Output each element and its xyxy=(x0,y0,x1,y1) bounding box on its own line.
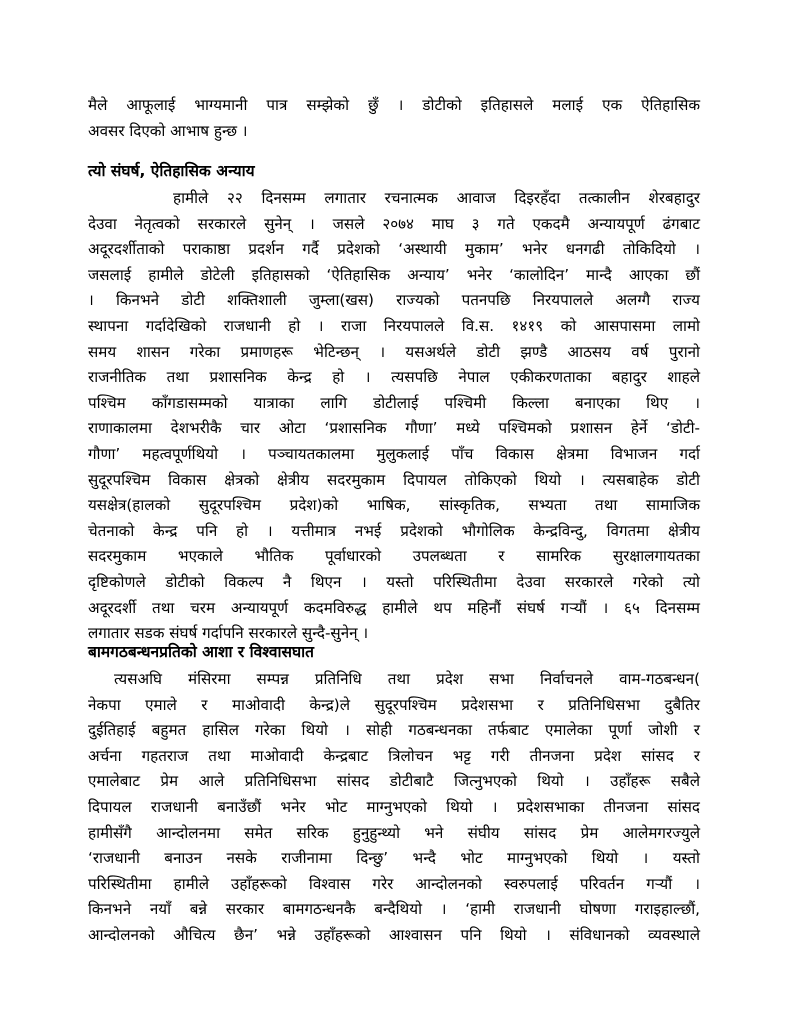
text-line: स्थापना गर्दादेखिको राजधानी हो । राजा निरयपालले वि.स. १४१९ को आसपासमा लामो xyxy=(88,316,700,335)
text-line: दिपायल राजधानी बनाउँछौं भनेर भोट माग्नुभएको थियो । प्रदेशसभाका तीनजना सांसद xyxy=(88,797,700,816)
text-line: जसलाई हामीले डोटेली इतिहासको ‘ऐतिहासिक अन्याय’ भनेर ‘कालोदिन’ मान्दै आएका छौं xyxy=(88,265,700,284)
section-paragraph xyxy=(88,186,700,647)
section-paragraph xyxy=(88,667,700,949)
text-line: त्यसअघि मंसिरमा सम्पन्न प्रतिनिधि तथा प्रदेश सभा निर्वाचनले वाम-गठबन्धन( xyxy=(114,670,700,688)
text-line: हामीसँगै आन्दोलनमा समेत सरिक हुनुहुन्थ्यो भने संघीय सांसद प्रेम आलेमगरज्युले xyxy=(88,823,700,842)
text-line: अवसर दिएको आभाष हुन्छ । xyxy=(88,121,248,140)
text-line: ‘राजधानी बनाउन नसके राजीनामा दिन्छु’ भन्दै भोट माग्नुभएको थियो । यस्तो xyxy=(88,849,700,868)
text-line: समय शासन गरेका प्रमाणहरू भेटिन्छन् । यसअर्थले डोटी झण्डै आठसय वर्ष पुरानो xyxy=(88,342,700,361)
text-line: हामीले २२ दिनसम्म लगातार रचनात्मक आवाज दिइरहँदा तत्कालीन शेरबहादुर xyxy=(173,189,700,207)
text-line: पश्चिम काँगडासम्मको यात्राका लागि डोटीलाई पश्चिमी किल्ला बनाएका थिए । xyxy=(88,393,700,412)
text-line: आन्दोलनको औचित्य छैन’ भन्ने उहाँहरूको आश्वासन पनि थियो । संविधानको व्यवस्थाले xyxy=(88,925,700,944)
text-line: यसक्षेत्र(हालको सुदूरपश्चिम प्रदेश)को भाषिक, सांस्कृतिक, सभ्यता तथा सामाजिक xyxy=(88,496,700,515)
text-line: अदूरदर्शीताको पराकाष्ठा प्रदर्शन गर्दै प्रदेशको ‘अस्थायी मुकाम’ भनेर धनगढी तोकिदियो । xyxy=(88,240,700,259)
text-line: दुईतिहाई बहुमत हासिल गरेका थियो । सोही गठबन्धनका तर्फबाट एमालेका पूर्णा जोशी र xyxy=(88,721,700,740)
text-line: लगातार सडक संघर्ष गर्दापनि सरकारले सुन्दै-सुनेन् । xyxy=(88,624,369,643)
text-line: चेतनाको केन्द्र पनि हो । यत्तीमात्र नभई प्रदेशको भौगोलिक केन्द्रविन्दु, विगतमा क्षेत्रीय xyxy=(88,521,700,540)
text-line: सुदूरपश्चिम विकास क्षेत्रको क्षेत्रीय सदरमुकाम दिपायल तोकिएको थियो । त्यसबाहेक डोटी xyxy=(88,470,700,489)
text-line: दृष्टिकोणले डोटीको विकल्प नै थिएन । यस्तो परिस्थितीमा देउवा सरकारले गरेको त्यो xyxy=(88,572,700,591)
intro-paragraph xyxy=(88,93,700,144)
text-line: देउवा नेतृत्वको सरकारले सुनेन् । जसले २०७४ माघ ३ गते एकदमै अन्यायपूर्ण ढंगबाट xyxy=(88,214,700,233)
text-line: अदूरदर्शी तथा चरम अन्यायपूर्ण कदमविरुद्ध हामीले थप महिनौं संघर्ष गर्‍यौं । ६५ दिनसम्म xyxy=(88,598,700,617)
text-line: नेकपा एमाले र माओवादी केन्द्र)ले सुदूरपश्चिम प्रदेशसभा र प्रतिनिधिसभा दुबैतिर xyxy=(88,695,700,714)
text-line: राजनीतिक तथा प्रशासनिक केन्द्र हो । त्यसपछि नेपाल एकीकरणताका बहादुर शाहले xyxy=(88,368,700,387)
text-line: सदरमुकाम भएकाले भौतिक पूर्वाधारको उपलब्धता र सामरिक सुरक्षालगायतका xyxy=(88,547,700,566)
text-line: एमालेबाट प्रेम आले प्रतिनिधिसभा सांसद डोटीबाटै जित्नुभएको थियो । उहाँहरू सबैले xyxy=(88,772,700,791)
text-line: मैले आफूलाई भाग्यमानी पात्र सम्झेको छुँ । डोटीको इतिहासले मलाई एक ऐतिहासिक xyxy=(88,96,700,114)
text-line: किनभने नयाँ बन्ने सरकार बामगठन्धनकै बन्दैथियो । ‘हामी राजधानी घोषणा गराइहाल्छौं, xyxy=(88,900,700,919)
text-line: । किनभने डोटी शक्तिशाली जुम्ला(खस) राज्यको पतनपछि निरयपालले अलग्गै राज्य xyxy=(88,291,700,310)
text-line: राणाकालमा देशभरीकै चार ओटा ‘प्रशासनिक गौणा’ मध्ये पश्चिमको प्रशासन हेर्ने ‘डोटी- xyxy=(88,419,700,438)
text-line: परिस्थितीमा हामीले उहाँहरूको विश्वास गरेर आन्दोलनको स्वरुपलाई परिवर्तन गर्‍यौं । xyxy=(88,874,700,893)
section-heading: त्यो संघर्ष, ऐतिहासिक अन्याय xyxy=(88,162,255,180)
text-line: गौणा’ महत्वपूर्णथियो । पञ्चायतकालमा मुलुकलाई पाँच विकास क्षेत्रमा विभाजन गर्दा xyxy=(88,444,700,463)
section-heading: बामगठबन्धनप्रतिको आशा र विश्वासघात xyxy=(88,643,314,661)
text-line: अर्चना गहतराज तथा माओवादी केन्द्रबाट त्रिलोचन भट्ट गरी तीनजना प्रदेश सांसद र xyxy=(88,746,700,765)
